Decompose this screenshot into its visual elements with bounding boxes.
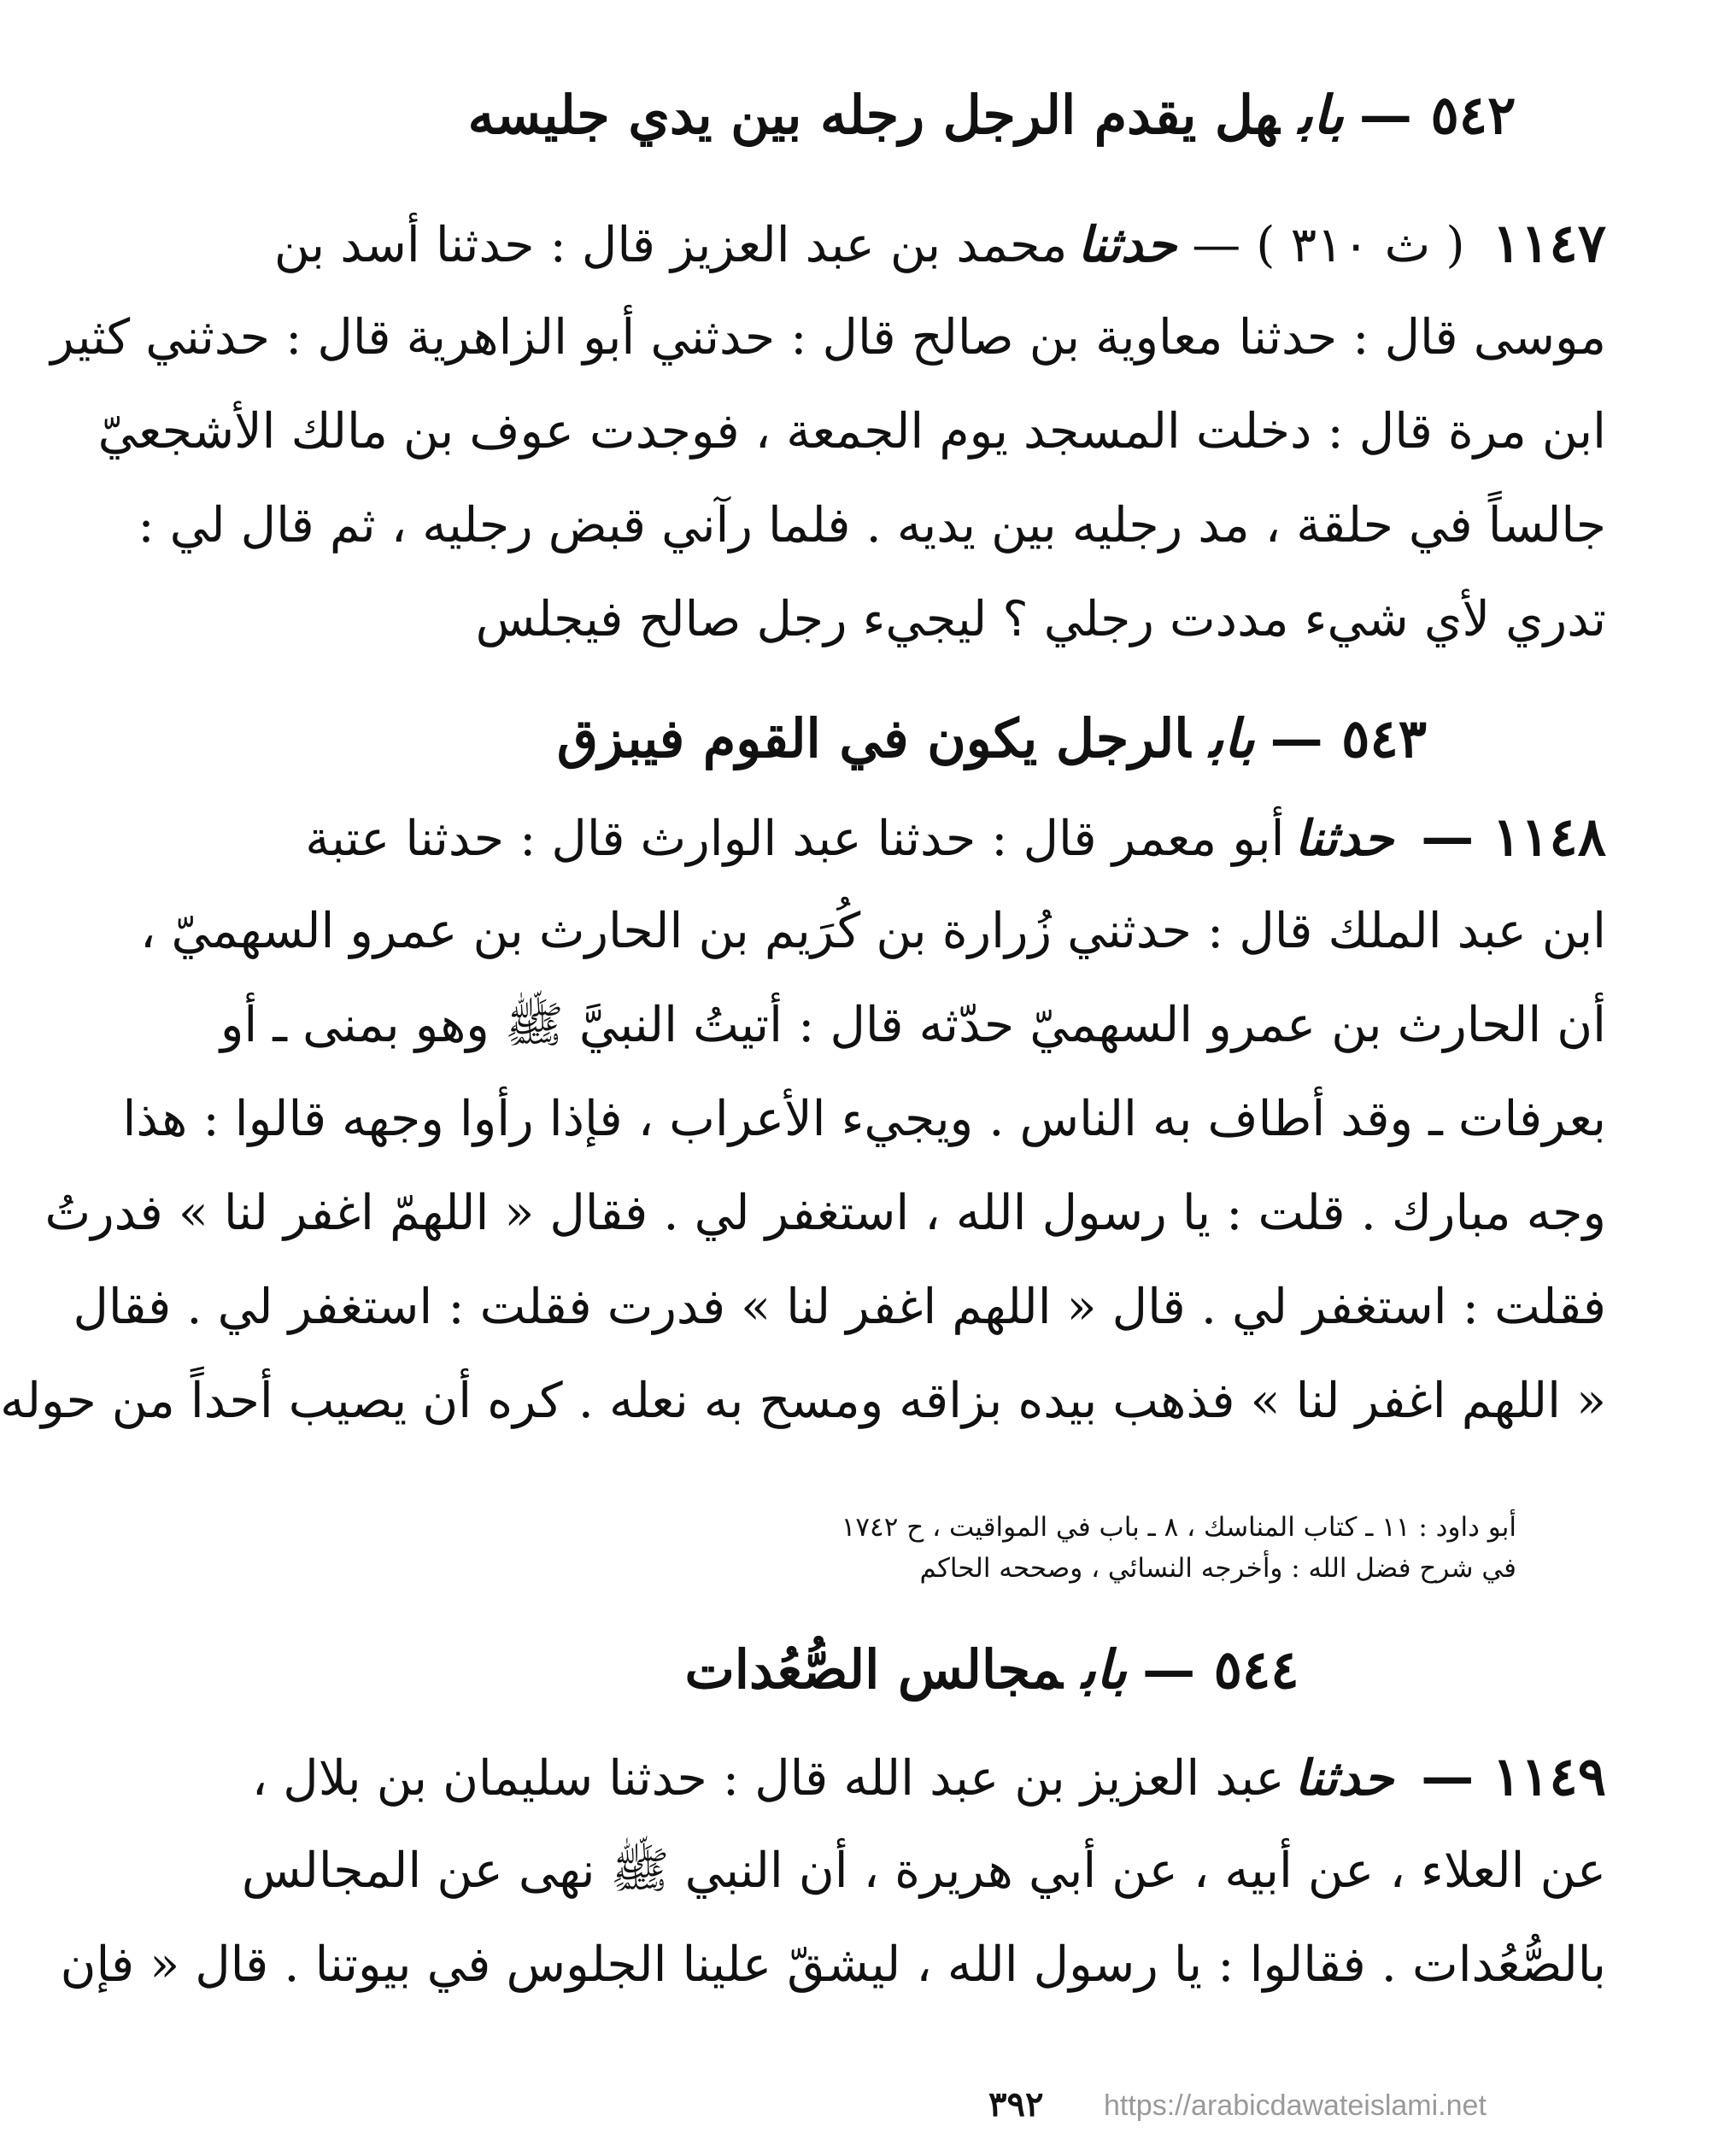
source-watermark: https://arabicdawateislami.net xyxy=(1104,2089,1487,2122)
hadith-text: محمد بن عبد العزيز قال : حدثنا أسد بن xyxy=(273,217,1068,273)
chapter-title: هل يقدم الرجل رجله بين يدي جليسه xyxy=(467,84,1280,146)
chapter-number: ٥٤٣ — xyxy=(1270,707,1428,770)
hadith-1147-line-5: تدري لأي شيء مددت رجلي ؟ ليجيء رجل صالح فيجلس xyxy=(475,591,1606,647)
chapter-heading-543 xyxy=(382,705,1602,773)
chapter-title: مجالس الصُّعُدات xyxy=(684,1638,1063,1701)
hadith-reference: ( ث ٣١٠ ) — xyxy=(1192,217,1465,273)
hadith-1148-line-7: « اللهم اغفر لنا » فذهب بيده بزاقه ومسح به نعله . كره أن يصيب أحداً من حوله xyxy=(0,1373,1606,1429)
bab-label: باب xyxy=(1209,707,1255,770)
chapter-number: ٥٤٤ — xyxy=(1142,1638,1299,1701)
haddathana-label: حدثنا xyxy=(1077,216,1177,273)
page-footer xyxy=(254,2084,1730,2135)
page-number: ٣٩٢ xyxy=(988,2084,1044,2124)
hadith-1148-line-1 xyxy=(305,790,1606,884)
footnotes xyxy=(425,1508,1516,1590)
chapter-title: الرجل يكون في القوم فيبزق xyxy=(556,707,1191,770)
hadith-1148-line-6: فقلت : استغفر لي . قال « اللهم اغفر لنا » فدرت فقلت : استغفر لي . فقال xyxy=(73,1279,1606,1335)
hadith-1147-line-3: ابن مرة قال : دخلت المسجد يوم الجمعة ، فوجدت عوف بن مالك الأشجعيّ xyxy=(97,403,1606,460)
hadith-1147-line-1 xyxy=(273,196,1606,290)
hadith-1149-line-3: بالصُّعُدات . فقالوا : يا رسول الله ، ليشقّ علينا الجلوس في بيوتنا . قال « فإن xyxy=(60,1936,1606,1993)
haddathana-label: حدثنا xyxy=(1294,1749,1394,1807)
hadith-1148-line-5: وجه مبارك . قلت : يا رسول الله ، استغفر لي . فقال « اللهمّ اغفر لنا » فدرتُ xyxy=(44,1185,1606,1241)
hadith-text: أبو معمر قال : حدثنا عبد الوارث قال : حدثنا عتبة xyxy=(305,811,1285,867)
hadith-1148-line-3: أن الحارث بن عمرو السهميّ حدّثه قال : أتيتُ النبيَّ ﷺ وهو بمنى ـ أو xyxy=(220,997,1606,1053)
haddathana-label: حدثنا xyxy=(1294,810,1394,867)
hadith-1149-line-2: عن العلاء ، عن أبيه ، عن أبي هريرة ، أن النبي ﷺ نهى عن المجالس xyxy=(241,1843,1606,1899)
chapter-number: ٥٤٢ — xyxy=(1358,84,1516,146)
chapter-heading-542 xyxy=(382,81,1602,149)
hadith-number: ١١٤٨ — xyxy=(1421,806,1606,868)
hadith-1148-line-4: بعرفات ـ وقد أطاف به الناس . ويجيء الأعراب ، فإذا رأوا وجهه قالوا : هذا xyxy=(122,1091,1606,1147)
hadith-1149-line-1 xyxy=(251,1730,1606,1824)
hadith-1148-line-2: ابن عبد الملك قال : حدثني زُرارة بن كُرَيم بن الحارث بن عمرو السهميّ ، xyxy=(139,903,1606,959)
footnote-1: أبو داود : ١١ ـ كتاب المناسك ، ٨ ـ باب في المواقيت ، ح ١٧٤٢ xyxy=(841,1512,1516,1543)
hadith-text: عبد العزيز بن عبد الله قال : حدثنا سليمان بن بلال ، xyxy=(251,1750,1285,1807)
hadith-number: ١١٤٧ xyxy=(1492,212,1606,274)
hadith-1147-line-2: موسى قال : حدثنا معاوية بن صالح قال : حدثني أبو الزاهرية قال : حدثني كثير xyxy=(50,309,1606,366)
bab-label: باب xyxy=(1298,84,1344,146)
bab-label: باب xyxy=(1081,1638,1128,1701)
hadith-1147-line-4: جالساً في حلقة ، مد رجليه بين يديه . فلما رآني قبض رجليه ، ثم قال لي : xyxy=(138,497,1606,554)
hadith-number: ١١٤٩ — xyxy=(1421,1745,1606,1807)
footnote-2: في شرح فضل الله : وأخرجه النسائي ، وصححه الحاكم xyxy=(919,1553,1516,1584)
chapter-heading-544 xyxy=(382,1636,1602,1704)
